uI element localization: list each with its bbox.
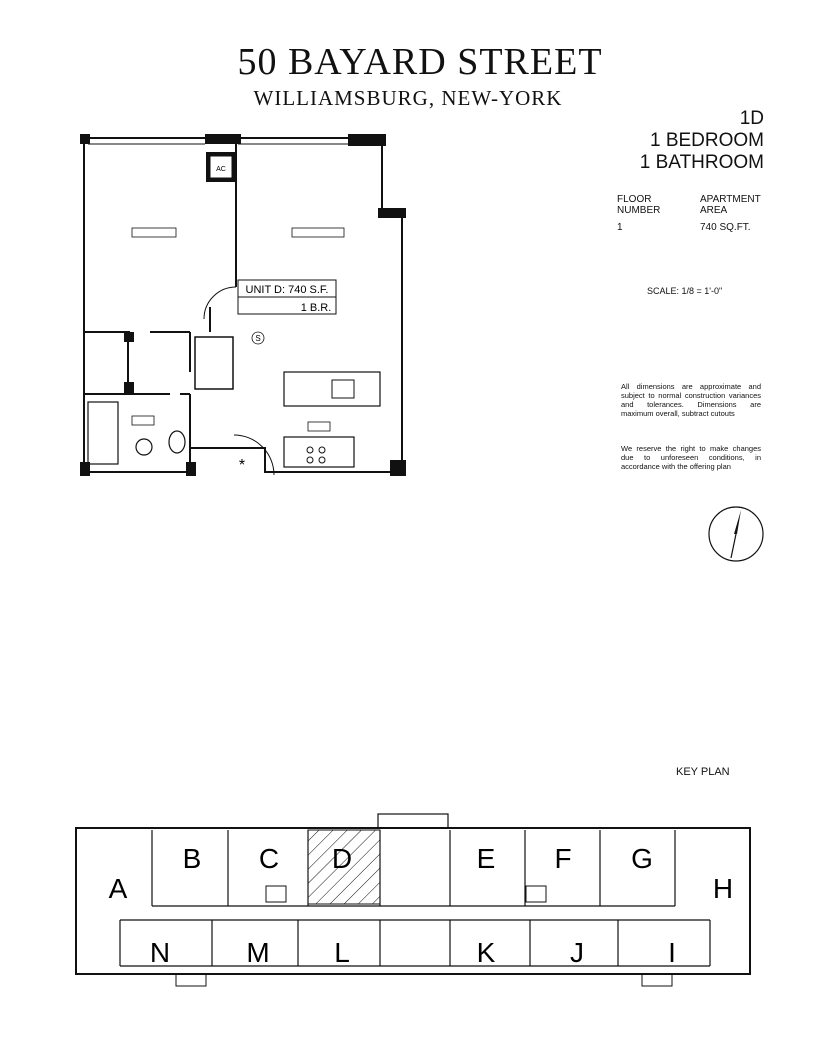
unit-k-label: K — [476, 937, 496, 968]
apartment-area-label: APARTMENT AREA — [700, 194, 761, 216]
ac-label: AC — [216, 166, 226, 173]
changes-disclaimer: We reserve the right to make changes due to unforeseen conditions, in accordance with the offering plan — [621, 444, 761, 471]
unit-n-label: N — [149, 937, 171, 968]
unit-l-label: L — [334, 937, 350, 968]
unit-h-label: H — [712, 873, 734, 904]
key-plan — [70, 810, 756, 995]
dimensions-disclaimer: All dimensions are approximate and subject to normal construction variances and tolerances. Dimensions are maximum overall, subtract cutouts — [621, 382, 761, 418]
floor-number-value: 1 — [617, 222, 623, 233]
entry-asterisk: * — [238, 457, 246, 474]
key-plan-label: KEY PLAN — [676, 766, 730, 778]
unit-area-label: UNIT D: 740 S.F. — [245, 284, 329, 296]
unit-br-label: 1 B.R. — [300, 302, 332, 314]
unit-m-label: M — [246, 937, 270, 968]
unit-i-label: I — [668, 937, 676, 968]
bedroom-count: 1 BEDROOM — [649, 130, 764, 151]
unit-d-label: D — [331, 843, 353, 874]
floor-number-label: FLOOR NUMBER — [617, 194, 661, 216]
unit-floor-plan — [80, 132, 410, 482]
unit-c-label: C — [258, 843, 280, 874]
smoke-detector-label: S — [255, 334, 261, 343]
unit-g-label: G — [631, 843, 653, 874]
unit-a-label: A — [108, 873, 128, 904]
bathroom-count: 1 BATHROOM — [639, 152, 764, 173]
building-title: 50 BAYARD STREET — [237, 41, 603, 83]
unit-e-label: E — [476, 843, 496, 874]
scale-note: SCALE: 1/8 = 1'-0" — [647, 286, 723, 296]
north-arrow-icon — [706, 504, 766, 564]
apartment-area-value: 740 SQ.FT. — [700, 222, 751, 233]
unit-f-label: F — [554, 843, 572, 874]
unit-j-label: J — [570, 937, 584, 968]
unit-b-label: B — [182, 843, 202, 874]
unit-id: 1D — [739, 108, 764, 129]
building-location: WILLIAMSBURG, NEW-YORK — [253, 86, 563, 110]
